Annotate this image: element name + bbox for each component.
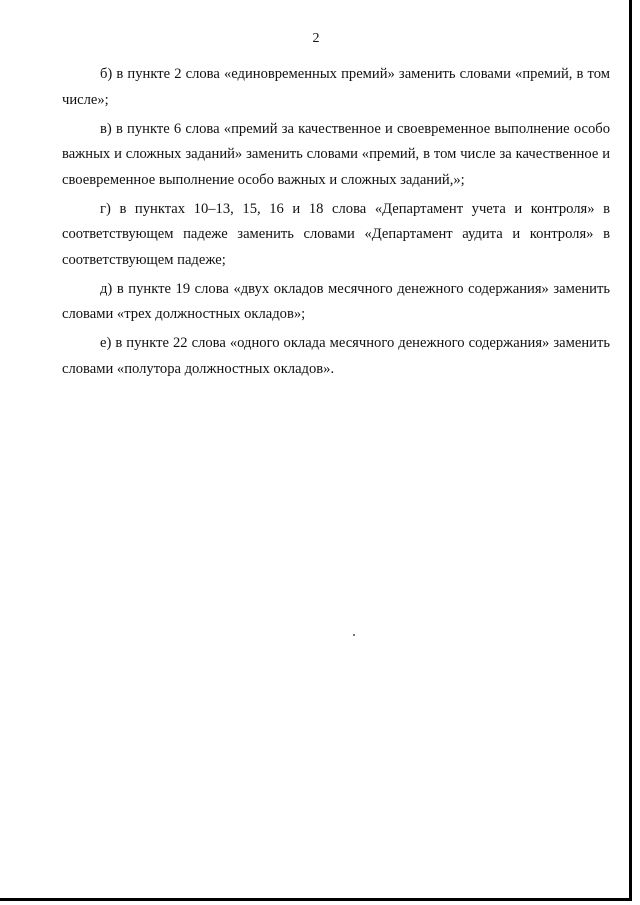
paragraph-d: д) в пункте 19 слова «двух окладов месячного денежного содержания» заменить словами «трех должностных окладов»;	[62, 280, 610, 322]
paragraph-v: в) в пункте 6 слова «премий за качественное и своевременное выполнение особо важных и сложных заданий» заменить словами «премий, в том числе за качественное и своевременное выполнение особо важных и сложных заданий,»;	[62, 120, 610, 188]
paragraph-e: е) в пункте 22 слова «одного оклада месячного денежного содержания» заменить словами «полутора должностных окладов».	[62, 335, 610, 377]
paragraph-g: г) в пунктах 10–13, 15, 16 и 18 слова «Департамент учета и контроля» в соответствующем падеже заменить словами «Департамент аудита и контроля» в соответствующем падеже;	[62, 200, 610, 268]
page-number: 2	[312, 31, 320, 46]
document-body	[62, 62, 610, 386]
scan-speck	[353, 634, 355, 636]
paragraph-b: б) в пункте 2 слова «единовременных премий» заменить словами «премий, в том числе»;	[62, 66, 610, 108]
